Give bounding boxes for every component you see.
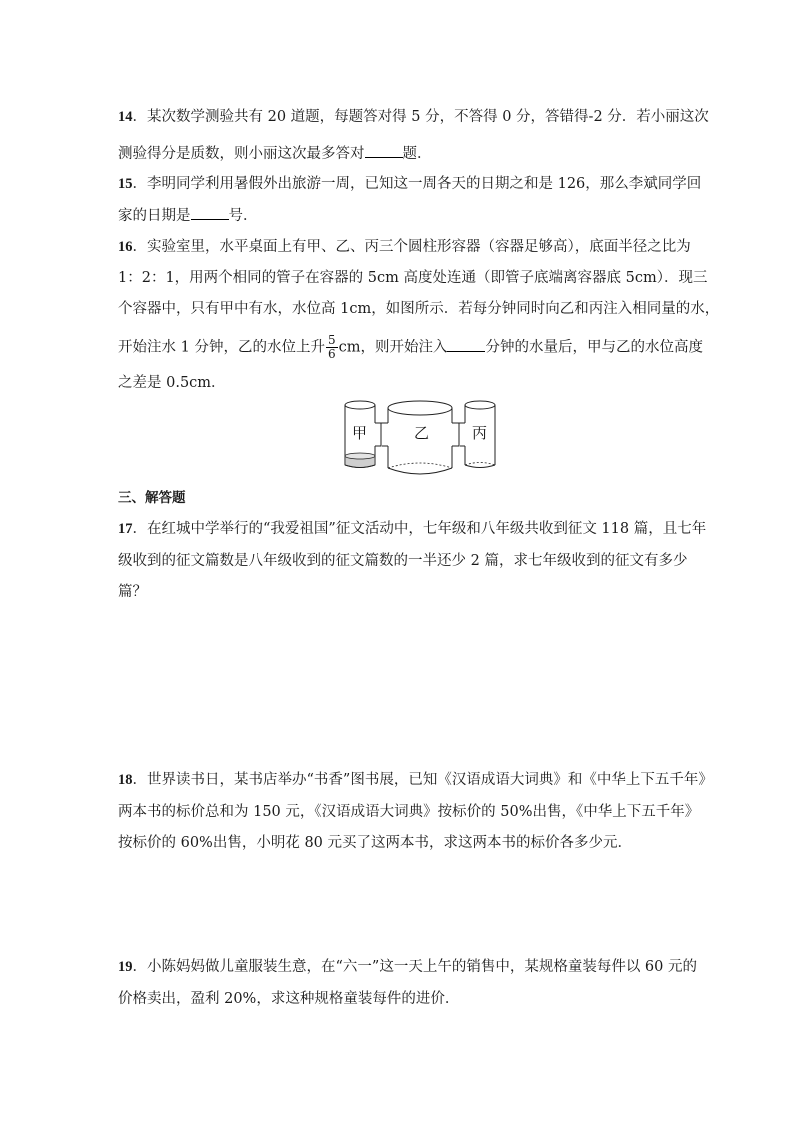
q16-text-4a: 开始注水 1 分钟，乙的水位上升	[118, 339, 325, 356]
q16-text-4c: 分钟的水量后，甲与乙的水位高度	[485, 339, 703, 356]
q14-answer-blank	[365, 143, 403, 158]
q16-line-5: 之差是 0.5cm．	[118, 375, 226, 391]
q19-number: 19	[118, 959, 133, 975]
q17-number: 17	[118, 521, 133, 537]
q15-text-2a: 家的日期是	[118, 208, 191, 224]
q19-line-2: 价格卖出，盈利 20%，求这种规格童装每件的进价．	[118, 991, 460, 1007]
q16-text-4b: cm，则开始注入	[338, 339, 448, 356]
container-yi	[388, 401, 452, 474]
label-bing: 丙	[472, 424, 488, 442]
q17-text-1: ．在红城中学举行的“我爱祖国”征文活动中，七年级和八年级共收到征文 118 篇，且七年	[132, 521, 707, 537]
q14-number: 14	[118, 109, 133, 125]
section-heading: 三、解答题	[118, 490, 186, 506]
q16-number: 16	[118, 239, 133, 255]
q15-text-2b: 号．	[228, 208, 258, 224]
q16-line-2: 1：2：1，用两个相同的管子在容器的 5cm 高度处连通（即管子底端离容器底 5cm）．现三	[118, 270, 708, 286]
fraction-denominator: 6	[327, 347, 336, 361]
q18-line-2: 两本书的标价总和为 150 元，《汉语成语大词典》按标价的 50%出售，《中华上下五千年》	[118, 804, 700, 820]
q17-line-1	[118, 519, 706, 539]
fraction-five-sixths	[326, 334, 338, 361]
connector-pipe-left	[375, 423, 388, 446]
q18-text-1: ．世界读书日，某书店举办“书香”图书展，已知《汉语成语大词典》和《中华上下五千年》	[132, 772, 713, 788]
q16-line-1	[118, 237, 691, 257]
connector-pipe-right	[452, 423, 465, 446]
q15-text-1: ．李明同学利用暑假外出旅游一周，已知这一周各天的日期之和是 126，那么李斌同学回	[132, 176, 702, 192]
q17-line-2: 级收到的征文篇数是八年级收到的征文篇数的一半还少 2 篇，求七年级收到的征文有多少	[118, 553, 688, 569]
q19-line-1	[118, 957, 697, 977]
q16-line-4	[118, 334, 703, 361]
q15-line-2	[118, 205, 258, 226]
container-jia	[345, 401, 375, 468]
q15-line-1	[118, 174, 701, 194]
q15-answer-blank	[191, 205, 229, 220]
container-bing	[465, 401, 495, 468]
q14-text-2a: 测验得分是质数，则小丽这次最多答对	[118, 146, 365, 162]
q15-number: 15	[118, 176, 133, 192]
q18-line-3: 按标价的 60%出售，小明花 80 元买了这两本书，求这两本书的标价各多少元．	[118, 835, 633, 851]
q17-line-3: 篇？	[118, 584, 147, 600]
q16-answer-blank	[447, 337, 485, 352]
q16-text-1: ．实验室里，水平桌面上有甲、乙、丙三个圆柱形容器（容器足够高），底面半径之比为	[132, 239, 691, 255]
cylinder-containers-figure	[340, 398, 500, 480]
q14-line-2	[118, 143, 432, 164]
q19-text-1: ．小陈妈妈做儿童服装生意，在“六一”这一天上午的销售中，某规格童装每件以 60 元的	[132, 959, 697, 975]
label-jia: 甲	[352, 424, 368, 442]
q16-line-3: 个容器中，只有甲中有水，水位高 1cm，如图所示．若每分钟同时向乙和丙注入相同量的水，	[118, 301, 720, 317]
q14-text-1: ．某次数学测验共有 20 道题，每题答对得 5 分，不答得 0 分，答错得-2 分．若小丽这次	[132, 109, 709, 125]
label-yi: 乙	[414, 424, 430, 442]
q14-line-1	[118, 107, 709, 127]
fraction-numerator: 5	[327, 333, 336, 347]
q14-text-2b: 题．	[402, 146, 432, 162]
q18-number: 18	[118, 772, 133, 788]
q18-line-1	[118, 770, 713, 790]
